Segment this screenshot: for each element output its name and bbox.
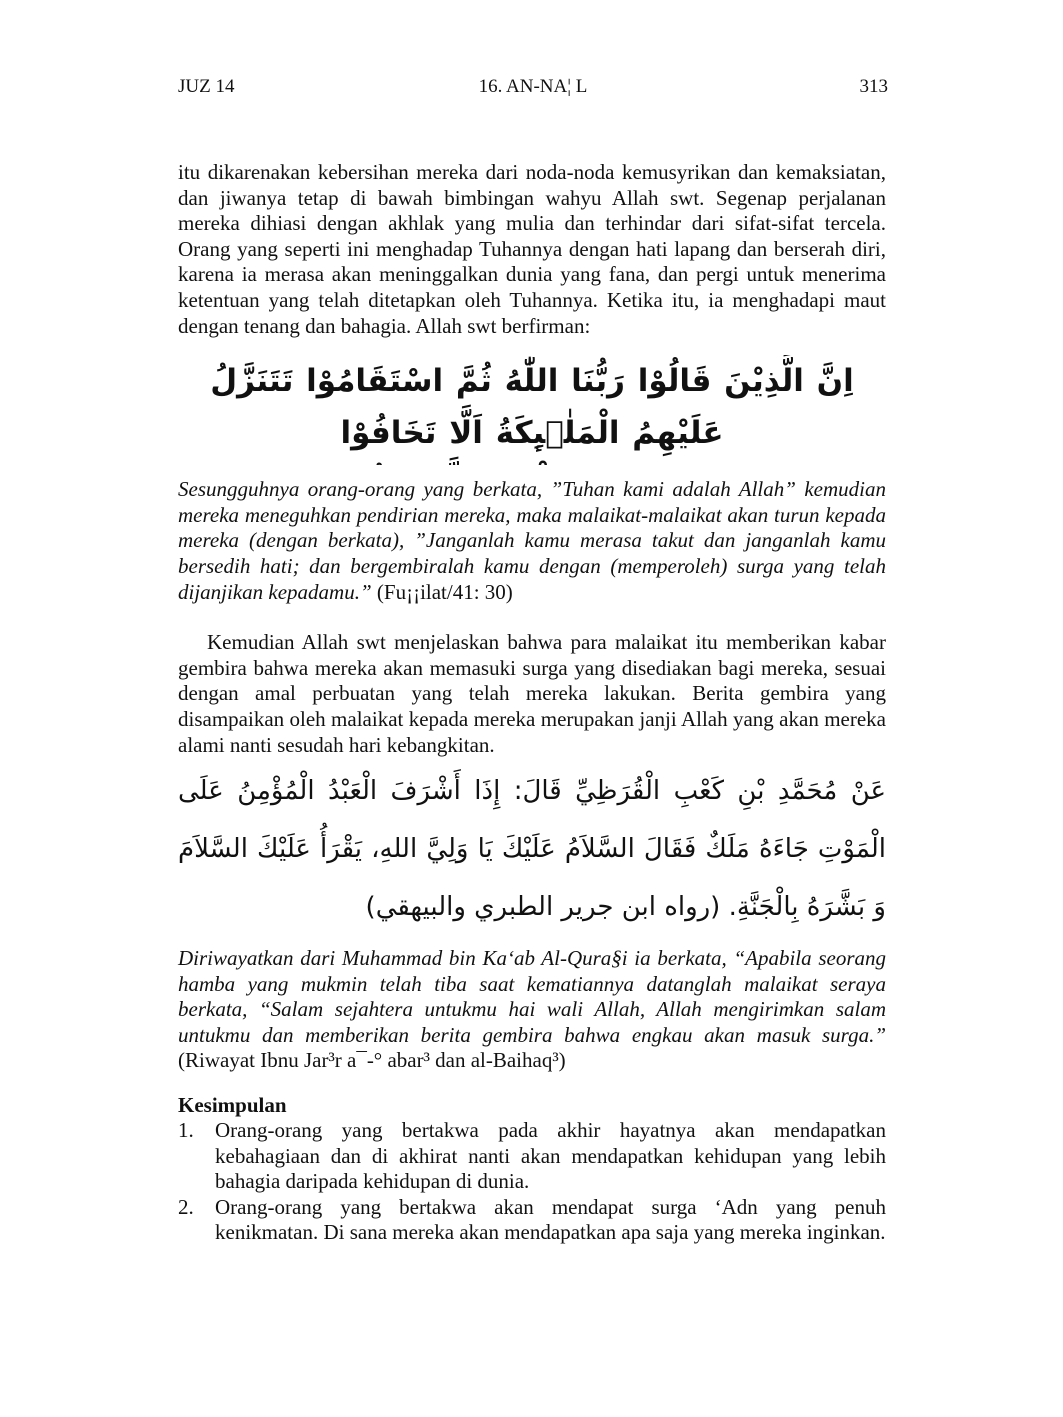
quran-verse-line-2 [178, 459, 886, 465]
verse-translation [178, 477, 886, 605]
list-item-text: Orang-orang yang bertakwa pada akhir hayatnya akan mendapatkan kebahagiaan dan di akhirat nanti akan mendapatkan kehidupan yang lebih bahagia daripada kehidupan di dunia. [215, 1118, 886, 1194]
page-number: 313 [859, 76, 888, 97]
quran-verse-line-1: اِنَّ الَّذِيْنَ قَالُوْا رَبُّنَا اللّٰهُ ثُمَّ اسْتَقَامُوْا تَتَنَزَّلُ عَلَيْهِمُ الْمَلٰۤىِٕكَةُ اَلَّا تَخَافُوْا [210, 363, 854, 452]
list-item [178, 1118, 886, 1195]
quran-verse-arabic [178, 355, 886, 465]
list-item-number: 2. [178, 1194, 194, 1219]
paragraph-explanation: Kemudian Allah swt menjelaskan bahwa para malaikat itu memberikan kabar gembira bahwa mereka akan memasuki surga yang disediakan bagi mereka, sesuai dengan amal perbuatan yang telah mereka lakukan. Berita gembira yang disampaikan oleh malaikat kepada mereka merupakan janji Allah yang akan mereka alami nanti sesudah hari kebangkitan. [178, 630, 886, 757]
list-item [178, 1195, 886, 1246]
hadith-translation [178, 946, 886, 1074]
hadith-arabic [178, 762, 886, 936]
hadith-source: (رواه ابن جرير الطبري والبيهقي) [365, 892, 729, 923]
verse-reference: (Fu¡¡ilat/41: 30) [371, 579, 513, 604]
conclusion-heading: Kesimpulan [178, 1093, 287, 1118]
conclusion-list [178, 1118, 886, 1246]
paragraph-intro: itu dikarenakan kebersihan mereka dari noda-noda kemusyrikan dan kemaksiatan, dan jiwanya tetap di bawah bimbingan wahyu Allah swt. Segenap perjalanan mereka dihiasi dengan akhlak yang mulia dan terhindar dari sifat-sifat tercela. Orang yang seperti ini menghadap Tuhannya dengan hati lapang dan berserah diri, karena ia merasa akan meninggalkan dunia yang fana, dan pergi untuk menerima ketentuan yang telah ditetapkan oleh Tuhannya. Ketika itu, ia menghadapi maut dengan tenang dan bahagia. Allah swt berfirman: [178, 160, 886, 338]
verse-translation-text: Sesungguhnya orang-orang yang berkata, ”Tuhan kami adalah Allah” kemudian mereka meneguhkan pendirian mereka, maka malaikat-malaikat akan turun kepada mereka (dengan berkata), ”Janganlah kamu merasa takut dan janganlah kamu bersedih hati; dan bergembiralah kamu dengan (memperoleh) surga yang telah dijanjikan kepadamu.” [178, 477, 886, 604]
list-item-number: 1. [178, 1118, 194, 1143]
hadith-translation-text: Diriwayatkan dari Muhammad bin Ka‘ab Al-Qura§i ia berkata, “Apabila seorang hamba yang mukmin telah tiba saat kematiannya datanglah malaikat seraya berkata, “Salam sejahtera untukmu hai wali Allah, Allah mengirimkan salam untukmu dan memberikan berita gembira bahwa engkau akan masuk surga.” [178, 946, 886, 1047]
juz-label: JUZ 14 [178, 76, 235, 97]
surah-title: 16. AN-NA¦ L [478, 76, 588, 97]
hadith-reference: (Riwayat Ibnu Jar³r a¯-° abar³ dan al-Baihaq³) [178, 1048, 566, 1073]
hadith-text: عَنْ مُحَمَّدِ بْنِ كَعْبِ الْقُرَظِيِّ قَالَ: إِذَا أَشْرَفَ الْعَبْدُ الْمُؤْمِنُ عَلَى الْمَوْتِ جَاءَهُ مَلَكٌ فَقَالَ السَّلاَمُ عَلَيْكَ يَا وَلِيَّ اللهِ، يَقْرَأُ عَلَيْكَ السَّلاَمَ وَ بَشَّرَهُ بِالْجَنَّةِ. [178, 776, 886, 923]
page-header [178, 76, 888, 102]
list-item-text: Orang-orang yang bertakwa akan mendapat surga ‘Adn yang penuh kenikmatan. Di sana mereka akan mendapatkan apa saja yang mereka inginkan. [215, 1194, 886, 1245]
page-body [178, 160, 886, 1246]
